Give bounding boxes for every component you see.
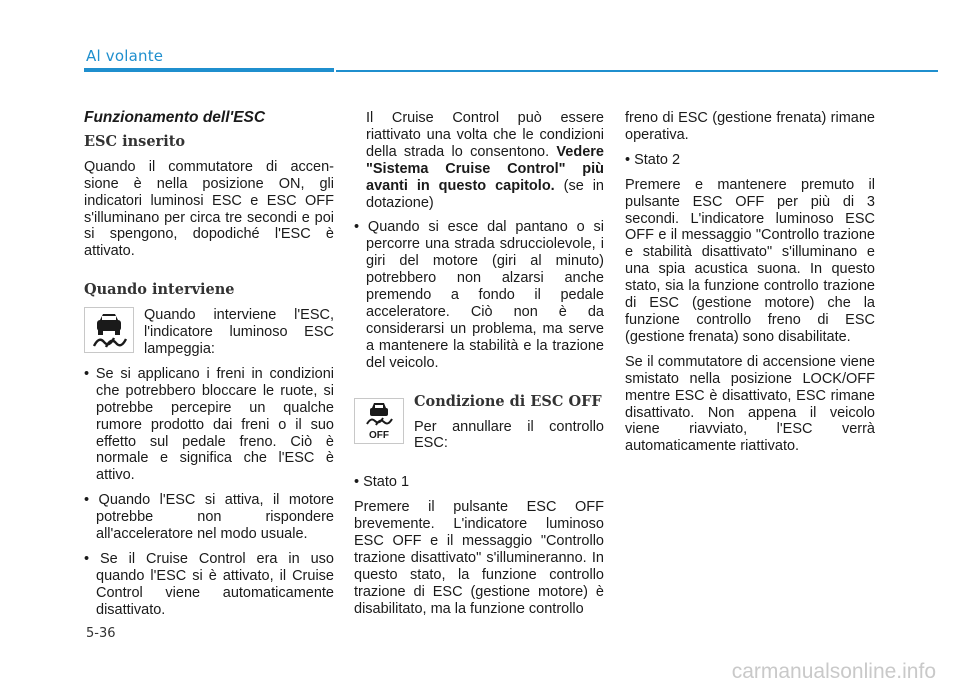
watermark: carmanualsonline.info — [731, 660, 936, 683]
esc-off-row — [354, 394, 604, 461]
column-3 — [625, 110, 875, 463]
header-rule-thick — [84, 68, 334, 72]
state-2-label: • Stato 2 — [625, 151, 681, 168]
state-1-paragraph: Premere il pulsante ESC OFF brevemente. L'indicatore luminoso ESC OFF e il messaggio "Controllo trazione disattivato" s'illumineranno. In questo stato, la funzione controllo trazione di ESC (gestione motore) è disabilitato, ma la funzione controllo — [354, 499, 604, 617]
esc-off-icon-label: OFF — [369, 429, 389, 441]
state-2-paragraph: Premere e mantenere premuto il pulsante ESC OFF per più di 3 secondi. L'indicatore luminoso ESC OFF e il messaggio "Controllo trazione e stabilità disattivato" s'illuminano e una spia acustica suona. In questo stato, sia la funzione controllo trazione di ESC (gestione motore) che la funzione controllo freno di ESC (gestione frenata) sono disabilitate. — [625, 176, 875, 345]
esc-off-subheading: Condizione di ESC OFF — [414, 392, 602, 410]
cruise-reference: Vedere "Sistema Cruise Control" più avanti in questo capitolo. — [366, 143, 604, 194]
cruise-continuation — [354, 110, 604, 211]
state-1-label: • Stato 1 — [354, 474, 410, 491]
header-rule-thin — [336, 70, 938, 72]
esc-on-subheading: ESC inserito — [84, 132, 186, 150]
list-item: • Se si applicano i freni in condizioni che potrebbero bloccare le ruote, si potrebbe percepire un qualche rumore prodotto dai freni o il suo effetto sul pedale freno. Ciò è normale e significa che l'ESC è attivo. — [84, 365, 334, 484]
esc-on-paragraph: Quando il commutatore di accen- sione è nella posizione ON, gli indicatori luminosi ESC e ESC OFF s'illuminano per circa tre secondi e poi si spengono, dopodiché l'ESC è attivato. — [84, 158, 334, 260]
cruise-optional: (se in dotazione) — [366, 177, 604, 211]
esc-skid-icon — [84, 307, 134, 353]
list-item: • Quando l'ESC si attiva, il motore potrebbe non rispondere all'acceleratore nel modo usuale. — [84, 492, 334, 543]
cruise-text: Il Cruise Control può essere riattivato una volta che le condizioni della strada lo consentono. — [366, 110, 604, 160]
esc-indicator-text: Quando interviene l'ESC, l'indicatore luminoso ESC lampeggia: — [144, 307, 334, 357]
esc-off-text: Per annullare il controllo ESC: — [414, 418, 604, 452]
list-item: • Se il Cruise Control era in uso quando l'ESC si è attivato, il Cruise Control viene automaticamente disattivato. — [84, 550, 334, 618]
esc-off-block — [414, 394, 604, 461]
section-title: Al volante — [86, 47, 164, 65]
when-active-subheading: Quando interviene — [84, 281, 235, 299]
state-1-continuation: freno di ESC (gestione frenata) rimane operativa. — [625, 110, 875, 143]
page-number: 5-36 — [86, 626, 116, 641]
esc-heading: Funzionamento dell'ESC — [84, 109, 266, 126]
column-1 — [84, 110, 334, 627]
esc-off-icon — [354, 398, 404, 444]
list-item: • Quando si esce dal pantano o si percorre una strada sdrucciolevole, i giri del motore (giri al minuto) potrebbero non alzarsi anche premendo a fondo il pedale acceleratore. Ciò non è da considerarsi un problema, ma serve a mantenere la stabilità e la trazione del veicolo. — [354, 219, 604, 371]
reset-paragraph: Se il commutatore di accensione viene smistato nella posizione LOCK/OFF mentre ESC è disattivato, ESC rimane disattivato. Non appena il veicolo viene riavviato, l'ESC verrà automaticamente riattivato. — [625, 353, 875, 455]
column-2 — [354, 110, 604, 626]
esc-indicator-row — [84, 307, 334, 366]
